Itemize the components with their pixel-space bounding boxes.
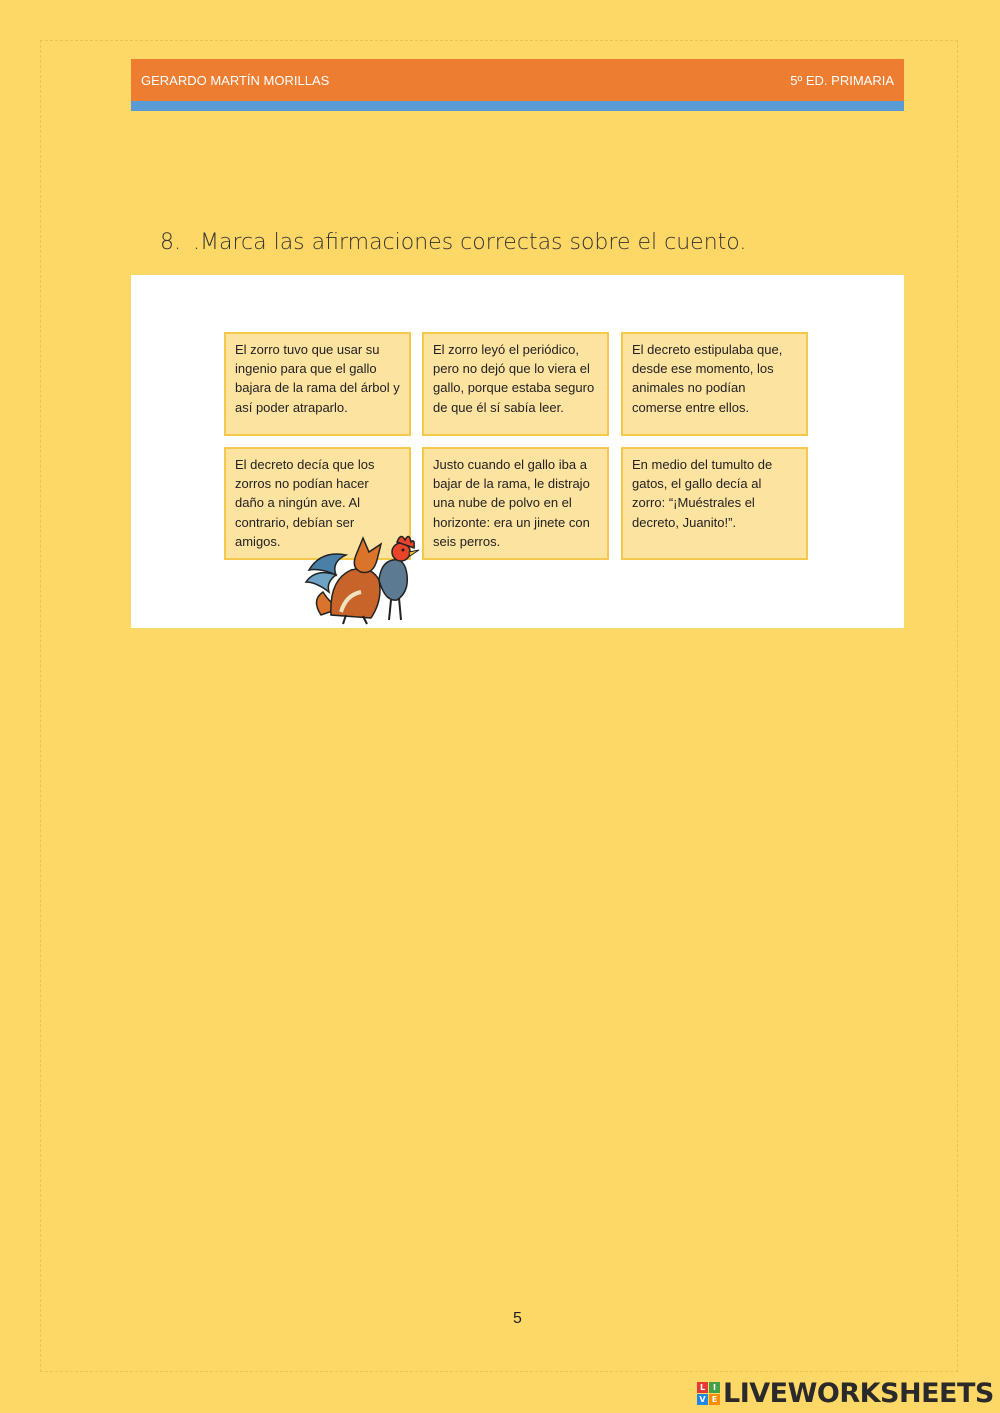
statement-card[interactable]: El decreto estipulaba que, desde ese momento, los animales no podían comerse entre ellos. <box>621 332 808 436</box>
logo-letter: I <box>709 1382 720 1393</box>
question-text: .Marca las afirmaciones correctas sobre el cuento. <box>193 230 747 255</box>
live-icon <box>697 1382 720 1405</box>
statement-card[interactable]: En medio del tumulto de gatos, el gallo decía al zorro: “¡Muéstrales el decreto, Juanito!”. <box>621 447 808 560</box>
statement-card[interactable]: Justo cuando el gallo iba a bajar de la rama, le distrajo una nube de polvo en el horizonte: era un jinete con seis perros. <box>422 447 609 560</box>
logo-text: LIVEWORKSHEETS <box>723 1377 994 1409</box>
header-stripe <box>131 101 904 111</box>
statement-card[interactable]: El decreto decía que los zorros no podían hacer daño a ningún ave. Al contrario, debían ser amigos. <box>224 447 411 560</box>
header-grade: 5º ED. PRIMARIA <box>790 72 894 88</box>
logo-letter: V <box>697 1394 708 1405</box>
page-header <box>131 59 904 101</box>
logo-letter: L <box>697 1382 708 1393</box>
statements-panel <box>131 275 904 628</box>
page-number: 5 <box>513 1310 522 1327</box>
statement-card[interactable]: El zorro tuvo que usar su ingenio para que el gallo bajara de la rama del árbol y así poder atraparlo. <box>224 332 411 436</box>
question-number: 8. <box>160 230 181 255</box>
question-heading <box>160 230 746 255</box>
header-author: GERARDO MARTÍN MORILLAS <box>141 72 330 88</box>
fox-and-rooster-illustration <box>301 520 441 625</box>
statement-card[interactable]: El zorro leyó el periódico, pero no dejó que lo viera el gallo, porque estaba seguro de que él sí sabía leer. <box>422 332 609 436</box>
liveworksheets-logo[interactable] <box>697 1378 994 1408</box>
logo-letter: E <box>709 1394 720 1405</box>
